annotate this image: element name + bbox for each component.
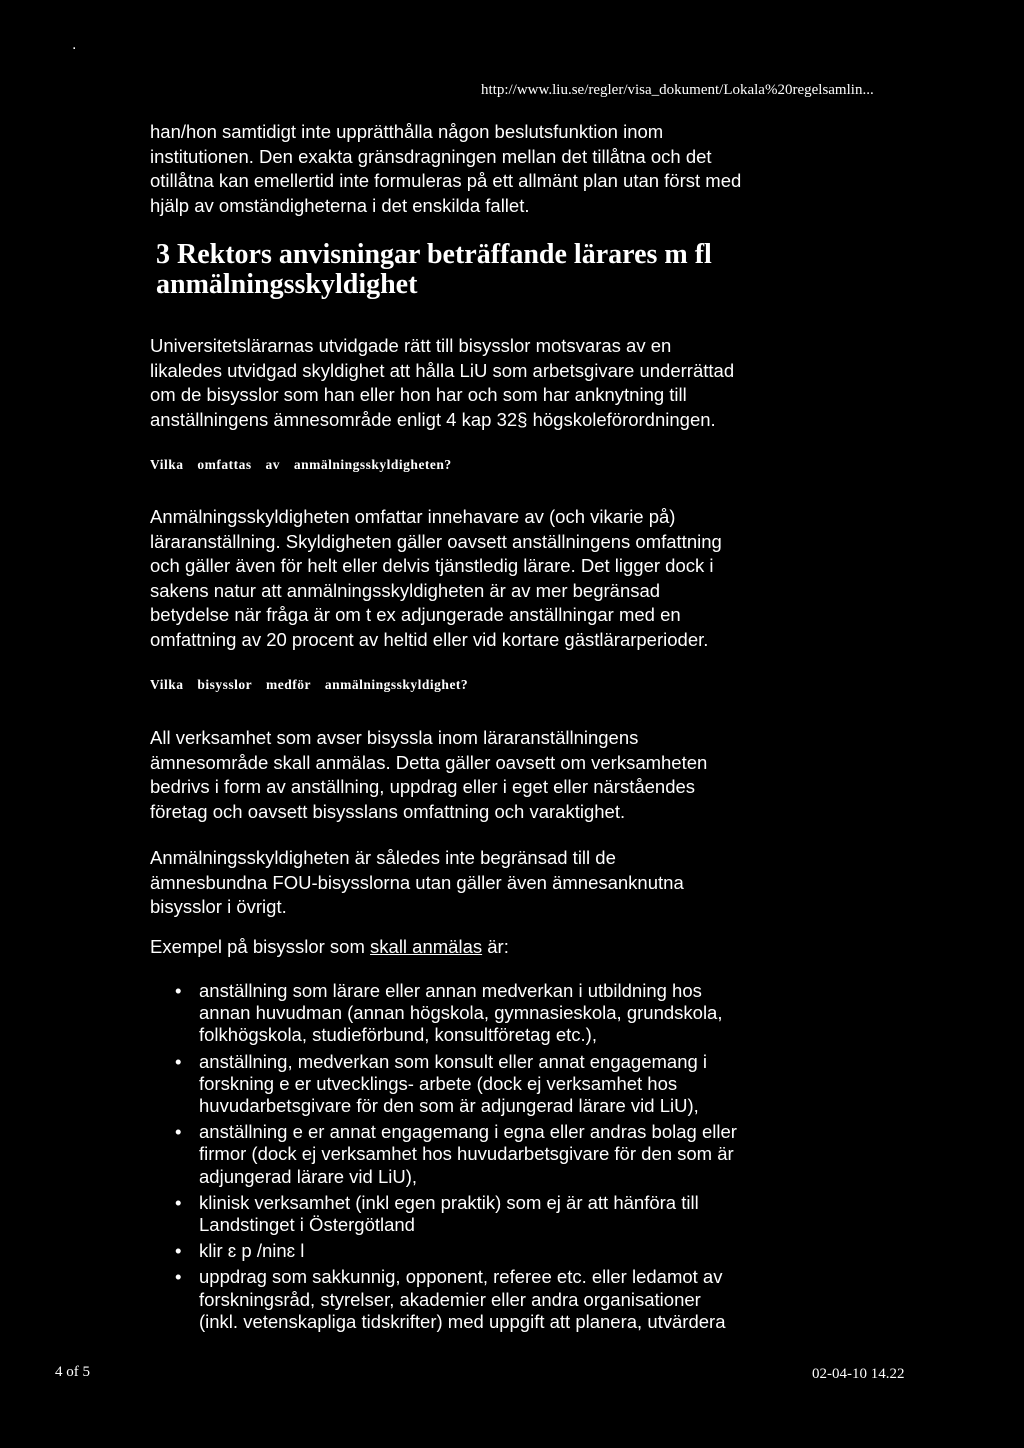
text-line: ämnesområde skall anmälas. Detta gäller oavsett om verksamheten bbox=[150, 751, 708, 773]
heading-line: 3 Rektors anvisningar beträffande lärares m fl bbox=[156, 239, 712, 270]
text-line: institutionen. Den exakta gränsdragningen mellan det tillåtna och det bbox=[150, 145, 712, 167]
text-line: otillåtna kan emellertid inte formuleras på ett allmänt plan utan först med bbox=[150, 170, 742, 191]
text-line: Anmälningsskyldigheten omfattar innehavare av (och vikarie på) bbox=[150, 506, 676, 527]
question-word: anmälningsskyldigheten? bbox=[293, 457, 452, 472]
bullet-icon: • bbox=[175, 1191, 182, 1213]
text-line: bisysslor i övrigt. bbox=[150, 896, 287, 917]
paragraph-2 bbox=[150, 505, 850, 652]
text-line: Anmälningsskyldigheten är således inte begränsad till de bbox=[150, 847, 616, 868]
list-item bbox=[175, 1192, 855, 1236]
text-line: ämnesbundna FOU-bisysslorna utan gäller även ämnesanknutna bbox=[150, 871, 684, 893]
question-word: Vilka bbox=[150, 677, 184, 692]
question-word: av bbox=[265, 457, 281, 472]
text-line: anställning, medverkan som konsult eller annat engagemang i bbox=[199, 1050, 708, 1072]
question-word: Vilka bbox=[150, 457, 184, 472]
paragraph-3 bbox=[150, 726, 850, 824]
heading-line: anmälningsskyldighet bbox=[156, 269, 418, 300]
list-item bbox=[175, 1240, 855, 1262]
text-line: och gäller även för helt eller delvis tjänstledig lärare. Det ligger dock i bbox=[150, 555, 714, 576]
text-line: folkhögskola, studieförbund, konsultföretag etc.), bbox=[199, 1024, 597, 1046]
text-line: klinisk verksamhet (inkl egen praktik) som ej är att hänföra till bbox=[199, 1191, 699, 1213]
print-date: 02-04-10 14.22 bbox=[812, 1366, 905, 1382]
section-heading bbox=[156, 240, 712, 300]
text-line: (inkl. vetenskapliga tidskrifter) med uppgift att planera, utvärdera bbox=[199, 1310, 726, 1332]
text-line: han/hon samtidigt inte upprätthålla någon beslutsfunktion inom bbox=[150, 121, 664, 142]
text-line: anställning som lärare eller annan medverkan i utbildning hos bbox=[199, 980, 702, 1001]
text-line: firmor (dock ej verksamhet hos huvudarbetsgivare för den som är bbox=[199, 1143, 734, 1165]
question-word: anmälningsskyldighet? bbox=[324, 677, 469, 692]
source-url: http://www.liu.se/regler/visa_dokument/Lokala%20regelsamlin... bbox=[481, 82, 874, 98]
text-line: företag och oavsett bisysslans omfattning och varaktighet. bbox=[150, 800, 626, 822]
paragraph-1 bbox=[150, 334, 850, 432]
text-line: hjälp av omständigheterna i det enskilda fallet. bbox=[150, 194, 530, 216]
text-line: klir ɛ p /ninɛ l bbox=[199, 1240, 305, 1262]
bullet-icon: • bbox=[175, 980, 182, 1001]
text-line: Universitetslärarnas utvidgade rätt till bisysslor motsvaras av en bbox=[150, 335, 672, 356]
text-line: anställning e er annat engagemang i egna eller andras bolag eller bbox=[199, 1121, 737, 1143]
text-line: bedrivs i form av anställning, uppdrag eller i eget eller närståendes bbox=[150, 776, 696, 797]
intro-paragraph bbox=[150, 120, 850, 218]
list-item bbox=[175, 980, 855, 1047]
text-line: All verksamhet som avser bisyssla inom läraranställningens bbox=[150, 727, 639, 748]
list-item bbox=[175, 1051, 855, 1118]
text-line: forskning e er utvecklings- arbete (dock ej verksamhet hos bbox=[199, 1072, 678, 1094]
examples-intro bbox=[150, 935, 850, 960]
question-word: bisysslor bbox=[197, 677, 253, 692]
text-line: annan huvudman (annan högskola, gymnasieskola, grundskola, bbox=[199, 1002, 723, 1024]
question-word: medför bbox=[266, 677, 312, 692]
text-line: betydelse när fråga är om t ex adjungerade anställningar med en bbox=[150, 604, 681, 625]
examples-intro-underlined: skall anmälas bbox=[370, 936, 483, 957]
page-number: 4 of 5 bbox=[55, 1364, 90, 1380]
bullet-icon: • bbox=[175, 1240, 182, 1262]
text-line: adjungerad lärare vid LiU), bbox=[199, 1165, 418, 1187]
examples-list bbox=[175, 980, 855, 1333]
bullet-icon: • bbox=[175, 1266, 182, 1288]
list-item bbox=[175, 1121, 855, 1188]
examples-intro-text: Exempel på bisysslor som bbox=[150, 936, 371, 957]
bullet-icon: • bbox=[175, 1121, 182, 1143]
text-line: Landstinget i Östergötland bbox=[199, 1214, 415, 1236]
page-mark: . bbox=[72, 36, 77, 53]
text-line: om de bisysslor som han eller hon har och som har anknytning till bbox=[150, 384, 687, 405]
text-line: sakens natur att anmälningsskyldigheten är av mer begränsad bbox=[150, 579, 661, 601]
question-word: omfattas bbox=[197, 457, 252, 472]
text-line: läraranställning. Skyldigheten gäller oavsett anställningens omfattning bbox=[150, 530, 722, 552]
list-item bbox=[175, 1266, 855, 1333]
examples-intro-suffix: är: bbox=[482, 936, 509, 957]
bullet-icon: • bbox=[175, 1050, 182, 1072]
text-line: forskningsråd, styrelser, akademier eller andra organisationer bbox=[199, 1288, 701, 1310]
text-line: huvudarbetsgivare för den som är adjungerad lärare vid LiU), bbox=[199, 1095, 699, 1117]
text-line: uppdrag som sakkunnig, opponent, referee etc. eller ledamot av bbox=[199, 1266, 723, 1288]
question-heading-2 bbox=[150, 677, 478, 693]
paragraph-4 bbox=[150, 846, 850, 920]
text-line: omfattning av 20 procent av heltid eller vid kortare gästlärarperioder. bbox=[150, 628, 709, 650]
text-line: anställningens ämnesområde enligt 4 kap 32§ högskoleförordningen. bbox=[150, 408, 716, 430]
question-heading-1 bbox=[150, 457, 462, 473]
text-line: likaledes utvidgad skyldighet att hålla LiU som arbetsgivare underrättad bbox=[150, 359, 735, 381]
